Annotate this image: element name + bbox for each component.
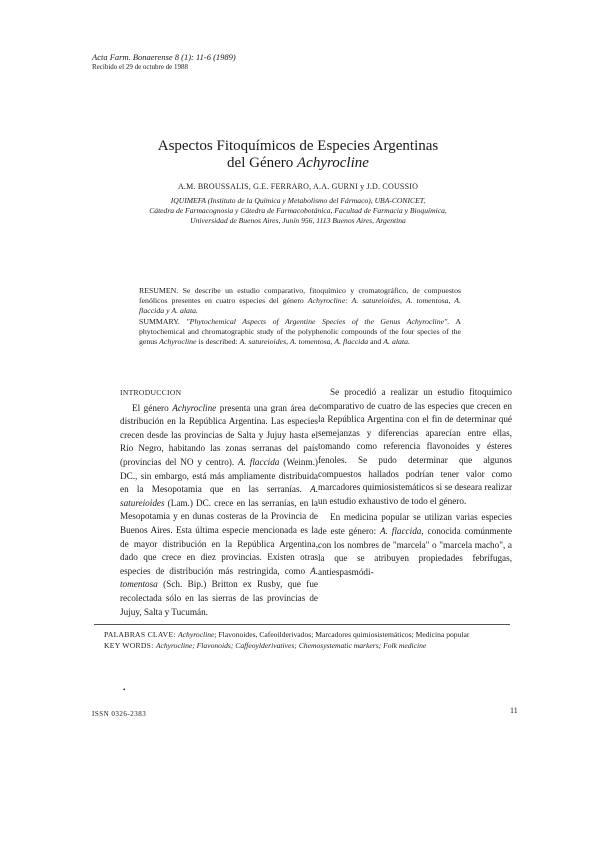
footnote-bullet: •	[123, 686, 126, 694]
key-words	[104, 641, 512, 652]
page-number: 11	[510, 706, 518, 715]
resumen-species: : A. satureioides, A. tomentosa, A. flaccida y A. alata.	[139, 296, 461, 316]
section-heading: INTRODUCCION	[120, 388, 182, 397]
p1-species-3: A. tomentosa	[120, 565, 318, 590]
palabras-clave	[104, 630, 512, 641]
title-line-2	[92, 155, 504, 172]
p3-species: A. flaccida	[380, 525, 422, 536]
intro-paragraph-3	[318, 511, 512, 579]
summary-title: "Phytochemical Aspects of Argentine Species of the Genus Achyrocline".	[179, 316, 450, 326]
title-line-1: Aspectos Fitoquímicos de Especies Argentinas	[157, 138, 439, 154]
summary-label: SUMMARY.	[139, 316, 180, 326]
summary-last-species: A. alata.	[383, 337, 410, 347]
footnote-divider	[94, 624, 510, 625]
p1-species-1: A. flaccida	[238, 456, 280, 467]
affiliation-line-1: IQUIMEFA (Instituto de la Química y Metabolismo del Fármaco), UBA-CONICET,	[170, 196, 426, 205]
key-words-text: Achyrocline; Flavonoids; Caffeoylderivatives; Chemosystematic markers; Folk medicine	[155, 640, 427, 650]
issn-number: ISSN 0326-2383	[92, 710, 147, 718]
summary-text-2: is described:	[196, 337, 240, 347]
affiliation-line-3: Universidad de Buenos Aires, Junín 956, 1113 Buenos Aires, Argentina	[190, 216, 406, 225]
body-column-right	[318, 386, 512, 579]
p3-text-b: , conocida comúnmente con los nombres de "marcela" o "marcela macho", a la que se atribuyen propiedades febrífugas, antiespasmódi-	[318, 525, 512, 577]
title-genus: Achyrocline	[297, 155, 369, 171]
received-date: Recibido el 29 de octubre de 1988	[92, 63, 189, 71]
p1-species-2: A. satureioides	[120, 484, 318, 508]
body-column-left	[120, 386, 318, 619]
affiliation-line-2: Cátedra de Farmacognosia y Cátedra de Farmacobotánica, Facultad de Farmacia y Bioquímica,	[149, 206, 447, 215]
keywords-block	[104, 630, 512, 651]
summary-species: A. satureioides, A. tomentosa, A. flaccida	[239, 337, 369, 347]
p1-text-c: (Weinm.) DC., sin embargo, está más ampliamente distribuida en la Mesopotamia que en las serranías.	[120, 456, 318, 495]
p3-text-a: En medicina popular se utilizan varias especies de este género:	[318, 512, 512, 536]
resumen-paragraph	[139, 286, 461, 317]
palabras-clave-text: ; Flavonoides, Cafeoilderivados; Marcadores quimiosistemáticos; Medicina popular	[214, 630, 470, 639]
summary-paragraph	[139, 317, 461, 348]
intro-paragraph-1	[120, 402, 318, 620]
resumen-genus: Achyrocline	[307, 296, 346, 306]
p1-text-e: (Sch. Bip.) Britton ex Rusby, que fue recolectada sólo en las sierras de las provincias de Jujuy, Salta y Tucumán.	[120, 579, 318, 617]
title-line-2-prefix: del Género	[227, 155, 298, 171]
journal-reference: Acta Farm. Bonaerense 8 (1): 11-6 (1989)	[92, 52, 236, 62]
author-list: A.M. BROUSSALIS, G.E. FERRARO, A.A. GURNI y J.D. COUSSIO	[177, 182, 419, 191]
p1-text-a: El género	[132, 402, 173, 413]
p1-genus: Achyrocline	[172, 402, 217, 413]
abstract-block	[139, 286, 461, 347]
resumen-text: Se describe un estudio comparativo, fitoquímico y cromatográfico, de compuestos fenólicos presentes en cuatro especies del género	[139, 286, 461, 306]
palabras-clave-label: PALABRAS CLAVE:	[104, 630, 179, 639]
p1-text-b: presenta una gran área de distribución en la República Argentina. Las especies crecen desde las provincias de Salta y Jujuy hasta el Río Negro, habitando las zonas serranas del país (provincias del NO y centro).	[120, 402, 318, 467]
p1-text-d: (Lam.) DC. crece en las serranías, en la Mesopotamia y en dunas costeras de la Provincia de Buenos Aires. Esta última especie mencionada es la de mayor distribución en la República Argentina, dado que crece en diez provincias. Existen otras especies de distribución más restringida, como	[120, 497, 318, 576]
intro-paragraph-2: Se procedió a realizar un estudio fitoquímico comparativo de cuatro de las especies que crecen en la República Argentina con el fin de determinar qué semejanzas y diferencias aparecían entre ellas, tomando como referencia flavonoides y ésteres fenoles. Se pudo determinar que algunos compuestos hallados podrían tener valor como marcadores quimiosistemáticos si se deseara realizar un estudio exhaustivo de todo el género.	[318, 387, 512, 506]
affiliation	[92, 196, 504, 226]
key-words-label: KEY WORDS:	[104, 640, 156, 650]
summary-and: and	[368, 337, 384, 347]
article-title	[92, 138, 504, 172]
resumen-label: RESUMEN.	[139, 286, 179, 295]
palabras-clave-genus: Achyrocline	[178, 630, 215, 639]
summary-text: A phytochemical and chromatographic study of the polyphenolic compounds of the four species of the genus	[139, 316, 461, 347]
summary-genus: Achyrocline	[159, 337, 197, 347]
